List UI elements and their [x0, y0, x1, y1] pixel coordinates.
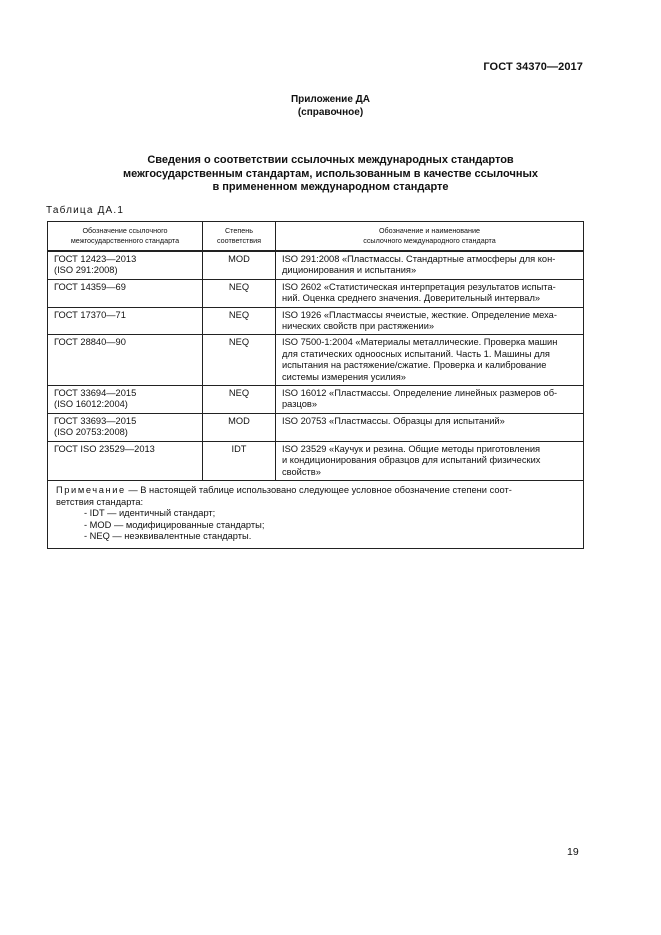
reference-cell: ISO 16012 «Пластмассы. Определение линейных размеров об- разцов» — [276, 386, 584, 414]
note-item-neq: - NEQ — неэквивалентные стандарты. — [84, 531, 252, 542]
section-title-line: межгосударственным стандартам, использованным в качестве ссылочных — [122, 167, 539, 180]
header-degree-of-correspondence: Степень соответствия — [203, 222, 276, 252]
document-number: ГОСТ 34370—2017 — [483, 61, 583, 73]
table-row — [48, 335, 584, 386]
appendix-subtitle: (справочное) — [297, 107, 364, 118]
table-row — [48, 279, 584, 307]
degree-cell: NEQ — [203, 279, 276, 307]
gost-cell: ГОСТ ISO 23529—2013 — [48, 441, 203, 480]
degree-cell: MOD — [203, 251, 276, 279]
table-row — [48, 307, 584, 335]
correspondence-table — [47, 221, 584, 549]
section-title-line: в примененном международном стандарте — [212, 181, 449, 193]
gost-cell: ГОСТ 28840—90 — [48, 335, 203, 386]
gost-cell: ГОСТ 33693—2015 (ISO 20753:2008) — [48, 413, 203, 441]
appendix-title: Приложение ДА — [290, 94, 371, 105]
appendix-heading — [0, 93, 661, 119]
note-text-continued: ветствия стандарта: — [56, 496, 144, 507]
reference-cell: ISO 2602 «Статистическая интерпретация результатов испыта- ний. Оценка среднего значения. Доверительный интервал» — [276, 279, 584, 307]
reference-cell: ISO 23529 «Каучук и резина. Общие методы приготовления и кондиционирования образцов для испытаний физических свойств» — [276, 441, 584, 480]
note-item-mod: - MOD — модифицированные стандарты; — [84, 519, 265, 530]
reference-cell: ISO 20753 «Пластмассы. Образцы для испытаний» — [276, 413, 584, 441]
gost-cell: ГОСТ 14359—69 — [48, 279, 203, 307]
table-row — [48, 413, 584, 441]
reference-cell: ISO 1926 «Пластмассы ячеистые, жесткие. Определение меха- нических свойств при растяжении» — [276, 307, 584, 335]
table-header-row — [48, 222, 584, 252]
gost-cell: ГОСТ 33694—2015 (ISO 16012:2004) — [48, 386, 203, 414]
gost-cell: ГОСТ 12423—2013 (ISO 291:2008) — [48, 251, 203, 279]
note-label: Примечание — [56, 484, 126, 495]
reference-cell: ISO 7500-1:2004 «Материалы металлические. Проверка машин для статических одноосных испытаний. Часть 1. Машины для испытания на растяжение/сжатие. Проверка и калибрование системы измерения усилия» — [276, 335, 584, 386]
note-text: — В настоящей таблице использовано следующее условное обозначение степени соот- — [125, 484, 512, 495]
degree-cell: NEQ — [203, 386, 276, 414]
page-number: 19 — [567, 846, 579, 858]
table-row — [48, 386, 584, 414]
table-row — [48, 251, 584, 279]
gost-cell: ГОСТ 17370—71 — [48, 307, 203, 335]
header-gost-designation: Обозначение ссылочного межгосударственного стандарта — [48, 222, 203, 252]
degree-cell: MOD — [203, 413, 276, 441]
degree-cell: NEQ — [203, 335, 276, 386]
note-first-line — [56, 485, 575, 497]
header-international-standard: Обозначение и наименование ссылочного международного стандарта — [276, 222, 584, 252]
table-note-row — [48, 480, 584, 548]
reference-cell: ISO 291:2008 «Пластмассы. Стандартные атмосферы для кон- диционирования и испытания» — [276, 251, 584, 279]
degree-cell: NEQ — [203, 307, 276, 335]
table-row — [48, 441, 584, 480]
degree-cell: IDT — [203, 441, 276, 480]
table-note — [48, 480, 584, 548]
table-label: Таблица ДА.1 — [46, 205, 125, 216]
note-item-idt: - IDT — идентичный стандарт; — [84, 508, 216, 519]
section-title — [0, 154, 661, 195]
section-title-line: Сведения о соответствии ссылочных международных стандартов — [147, 154, 514, 166]
